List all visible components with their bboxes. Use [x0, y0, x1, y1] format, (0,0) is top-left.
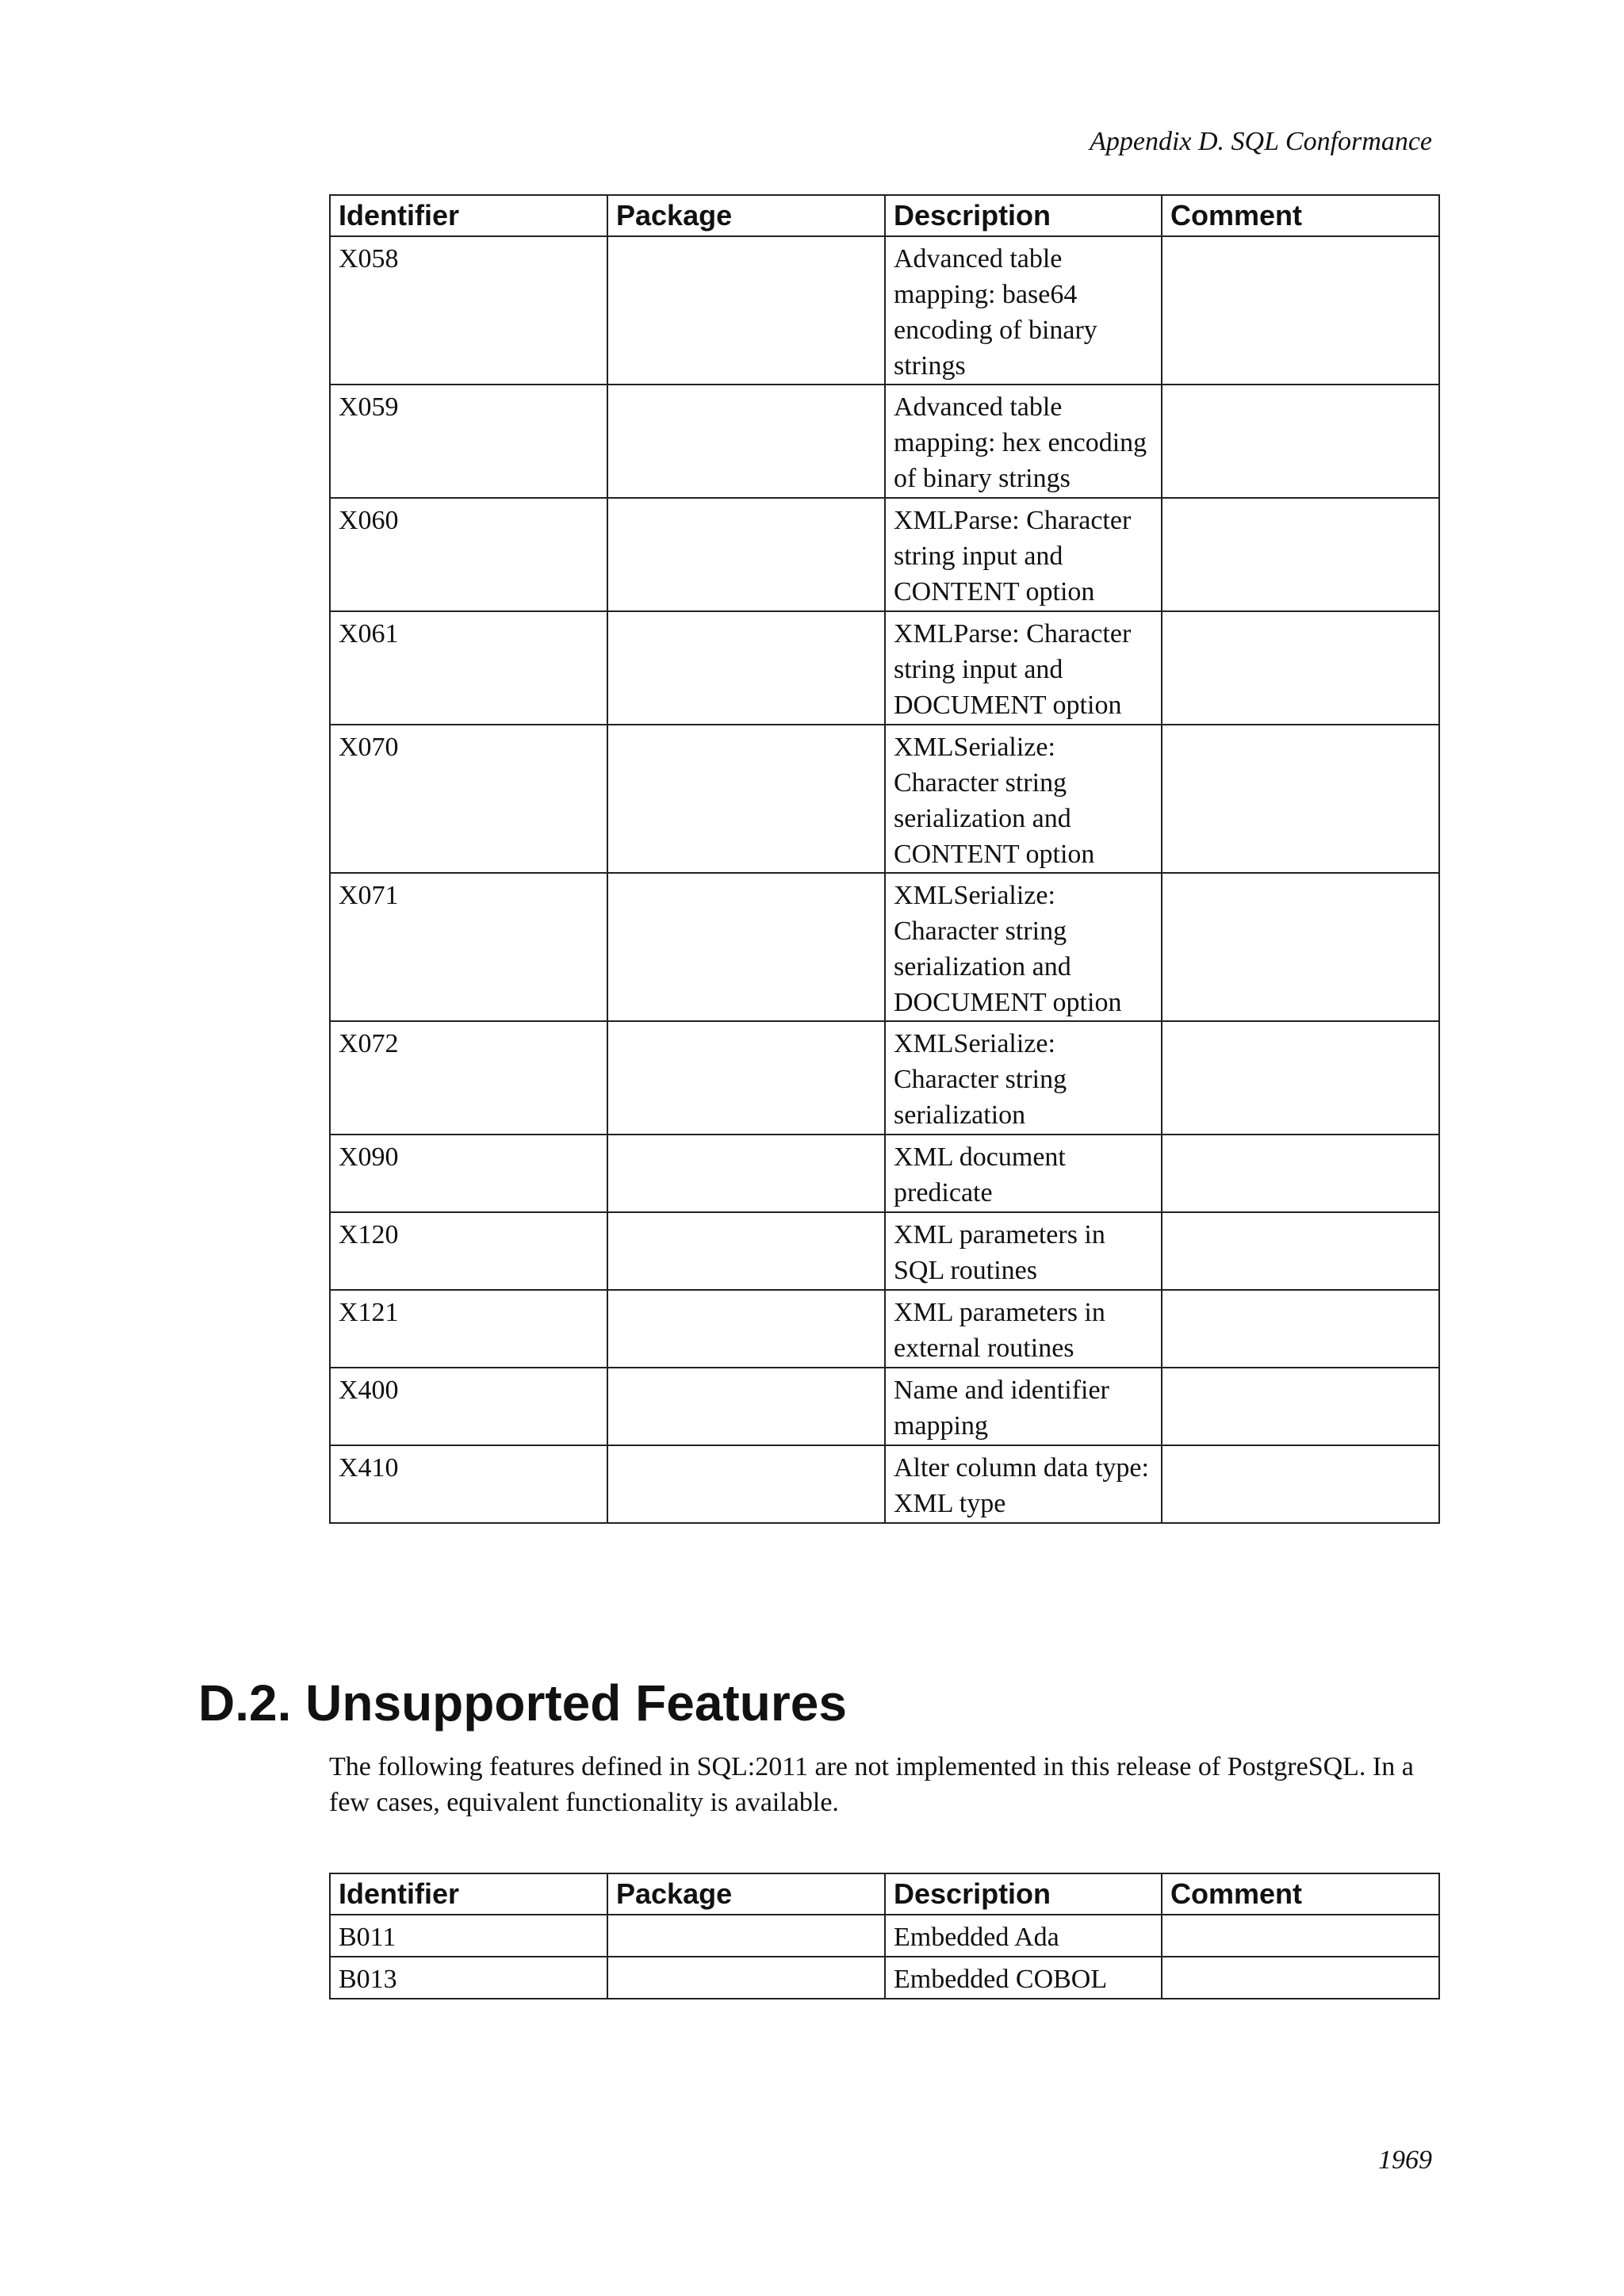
- cell-identifier: X121: [330, 1290, 607, 1368]
- cell-comment: [1162, 1368, 1439, 1445]
- table-row: [330, 1290, 1439, 1368]
- cell-comment: [1162, 1957, 1439, 1999]
- cell-description: Embedded Ada: [885, 1915, 1162, 1957]
- cell-comment: [1162, 873, 1439, 1021]
- cell-description: Embedded COBOL: [885, 1957, 1162, 1999]
- cell-package: [607, 236, 885, 385]
- cell-identifier: X060: [330, 498, 607, 611]
- table-row: [330, 1212, 1439, 1290]
- cell-package: [607, 1445, 885, 1523]
- table-row: [330, 1021, 1439, 1135]
- cell-identifier: X071: [330, 873, 607, 1021]
- cell-package: [607, 1135, 885, 1212]
- cell-identifier: X120: [330, 1212, 607, 1290]
- cell-description: XML parameters in external routines: [885, 1290, 1162, 1368]
- column-header-identifier: Identifier: [330, 195, 607, 236]
- column-header-identifier: Identifier: [330, 1873, 607, 1915]
- table-row: [330, 1368, 1439, 1445]
- cell-comment: [1162, 1290, 1439, 1368]
- cell-description: XMLSerialize: Character string serialization and CONTENT option: [885, 725, 1162, 873]
- table-row: [330, 611, 1439, 725]
- cell-identifier: X072: [330, 1021, 607, 1135]
- cell-package: [607, 1290, 885, 1368]
- table-row: [330, 385, 1439, 498]
- cell-package: [607, 1368, 885, 1445]
- table-row: [330, 725, 1439, 873]
- column-header-comment: Comment: [1162, 1873, 1439, 1915]
- cell-package: [607, 873, 885, 1021]
- supported-features-table: [329, 194, 1440, 1524]
- cell-description: XMLSerialize: Character string serialization and DOCUMENT option: [885, 873, 1162, 1021]
- table-body: [330, 1915, 1439, 1999]
- cell-package: [607, 725, 885, 873]
- table-row: [330, 1915, 1439, 1957]
- section-paragraph: The following features defined in SQL:2011 are not implemented in this release of PostgreSQL. In a few cases, equivalent functionality is available.: [329, 1752, 1414, 1817]
- page-number: 1969: [1378, 2145, 1432, 2175]
- cell-description: Name and identifier mapping: [885, 1368, 1162, 1445]
- cell-identifier: B011: [330, 1915, 607, 1957]
- cell-package: [607, 1021, 885, 1135]
- cell-comment: [1162, 1915, 1439, 1957]
- cell-comment: [1162, 725, 1439, 873]
- cell-description: XMLSerialize: Character string serialization: [885, 1021, 1162, 1135]
- cell-identifier: X059: [330, 385, 607, 498]
- table-header: [330, 1873, 1439, 1915]
- cell-comment: [1162, 611, 1439, 725]
- column-header-package: Package: [607, 1873, 885, 1915]
- table-row: [330, 236, 1439, 385]
- running-header: Appendix D. SQL Conformance: [1090, 127, 1432, 156]
- header-row: [330, 195, 1439, 236]
- table-row: [330, 1445, 1439, 1523]
- cell-description: Alter column data type: XML type: [885, 1445, 1162, 1523]
- cell-comment: [1162, 498, 1439, 611]
- cell-package: [607, 1957, 885, 1999]
- cell-description: XML document predicate: [885, 1135, 1162, 1212]
- cell-package: [607, 611, 885, 725]
- cell-identifier: X061: [330, 611, 607, 725]
- cell-package: [607, 1915, 885, 1957]
- column-header-description: Description: [885, 1873, 1162, 1915]
- cell-identifier: B013: [330, 1957, 607, 1999]
- table-body: [330, 236, 1439, 1523]
- cell-comment: [1162, 236, 1439, 385]
- cell-comment: [1162, 1021, 1439, 1135]
- cell-comment: [1162, 1212, 1439, 1290]
- table-row: [330, 1957, 1439, 1999]
- column-header-comment: Comment: [1162, 195, 1439, 236]
- cell-description: XML parameters in SQL routines: [885, 1212, 1162, 1290]
- cell-comment: [1162, 1135, 1439, 1212]
- column-header-package: Package: [607, 195, 885, 236]
- unsupported-features-table: [329, 1873, 1440, 1999]
- cell-identifier: X090: [330, 1135, 607, 1212]
- header-row: [330, 1873, 1439, 1915]
- table-row: [330, 498, 1439, 611]
- cell-identifier: X410: [330, 1445, 607, 1523]
- cell-identifier: X058: [330, 236, 607, 385]
- cell-identifier: X400: [330, 1368, 607, 1445]
- cell-package: [607, 498, 885, 611]
- cell-package: [607, 1212, 885, 1290]
- table-row: [330, 873, 1439, 1021]
- table-row: [330, 1135, 1439, 1212]
- cell-comment: [1162, 1445, 1439, 1523]
- column-header-description: Description: [885, 195, 1162, 236]
- section-heading: D.2. Unsupported Features: [198, 1674, 847, 1732]
- cell-description: XMLParse: Character string input and CONTENT option: [885, 498, 1162, 611]
- cell-description: Advanced table mapping: base64 encoding of binary strings: [885, 236, 1162, 385]
- cell-identifier: X070: [330, 725, 607, 873]
- cell-package: [607, 385, 885, 498]
- cell-comment: [1162, 385, 1439, 498]
- cell-description: Advanced table mapping: hex encoding of binary strings: [885, 385, 1162, 498]
- cell-description: XMLParse: Character string input and DOCUMENT option: [885, 611, 1162, 725]
- table-header: [330, 195, 1439, 236]
